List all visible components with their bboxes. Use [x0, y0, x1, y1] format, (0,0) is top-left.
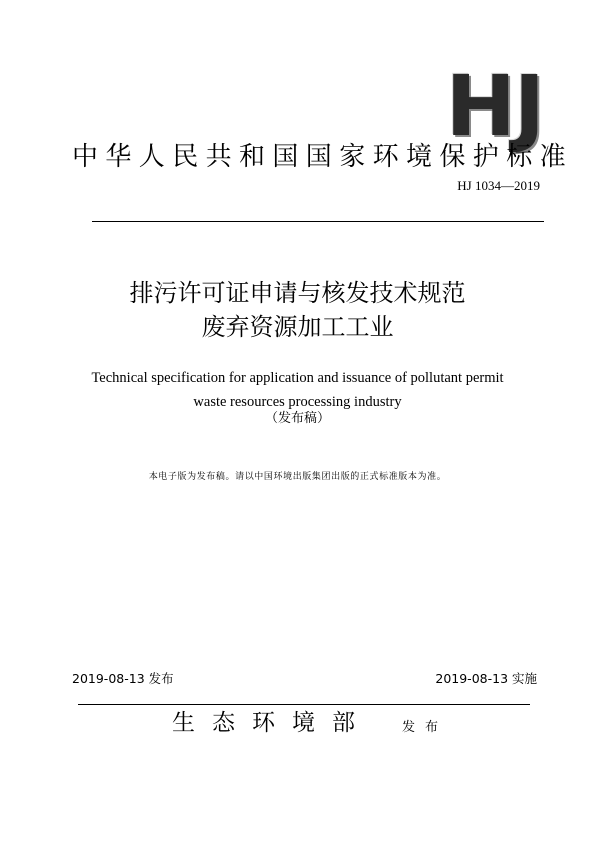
- top-divider: [92, 221, 544, 222]
- bottom-divider: [78, 704, 530, 705]
- standard-number: HJ 1034—2019: [457, 178, 540, 193]
- publisher-name: 生态环境部: [172, 710, 372, 736]
- title-cn-line2: 废弃资源加工工业: [201, 313, 394, 341]
- draft-note: （发布稿）: [264, 411, 330, 426]
- effective-date: 2019-08-13 实施: [435, 671, 537, 686]
- title-cn-line1: 排污许可证申请与核发技术规范: [129, 279, 466, 307]
- issuer-title: 中华人民共和国国家环境保护标准: [72, 142, 574, 172]
- title-en-line2: waste resources processing industry: [193, 394, 402, 410]
- publisher-action: 发布: [402, 720, 449, 735]
- edition-note: 本电子版为发布稿。请以中国环境出版集团出版的正式标准版本为准。: [148, 472, 447, 482]
- publish-date: 2019-08-13 发布: [72, 671, 174, 686]
- document-title-english: [0, 366, 595, 414]
- document-title-chinese: [0, 276, 595, 344]
- hj-logo: HJ: [445, 57, 543, 155]
- title-en-line1: Technical specification for application and issuance of pollutant permit: [91, 370, 504, 386]
